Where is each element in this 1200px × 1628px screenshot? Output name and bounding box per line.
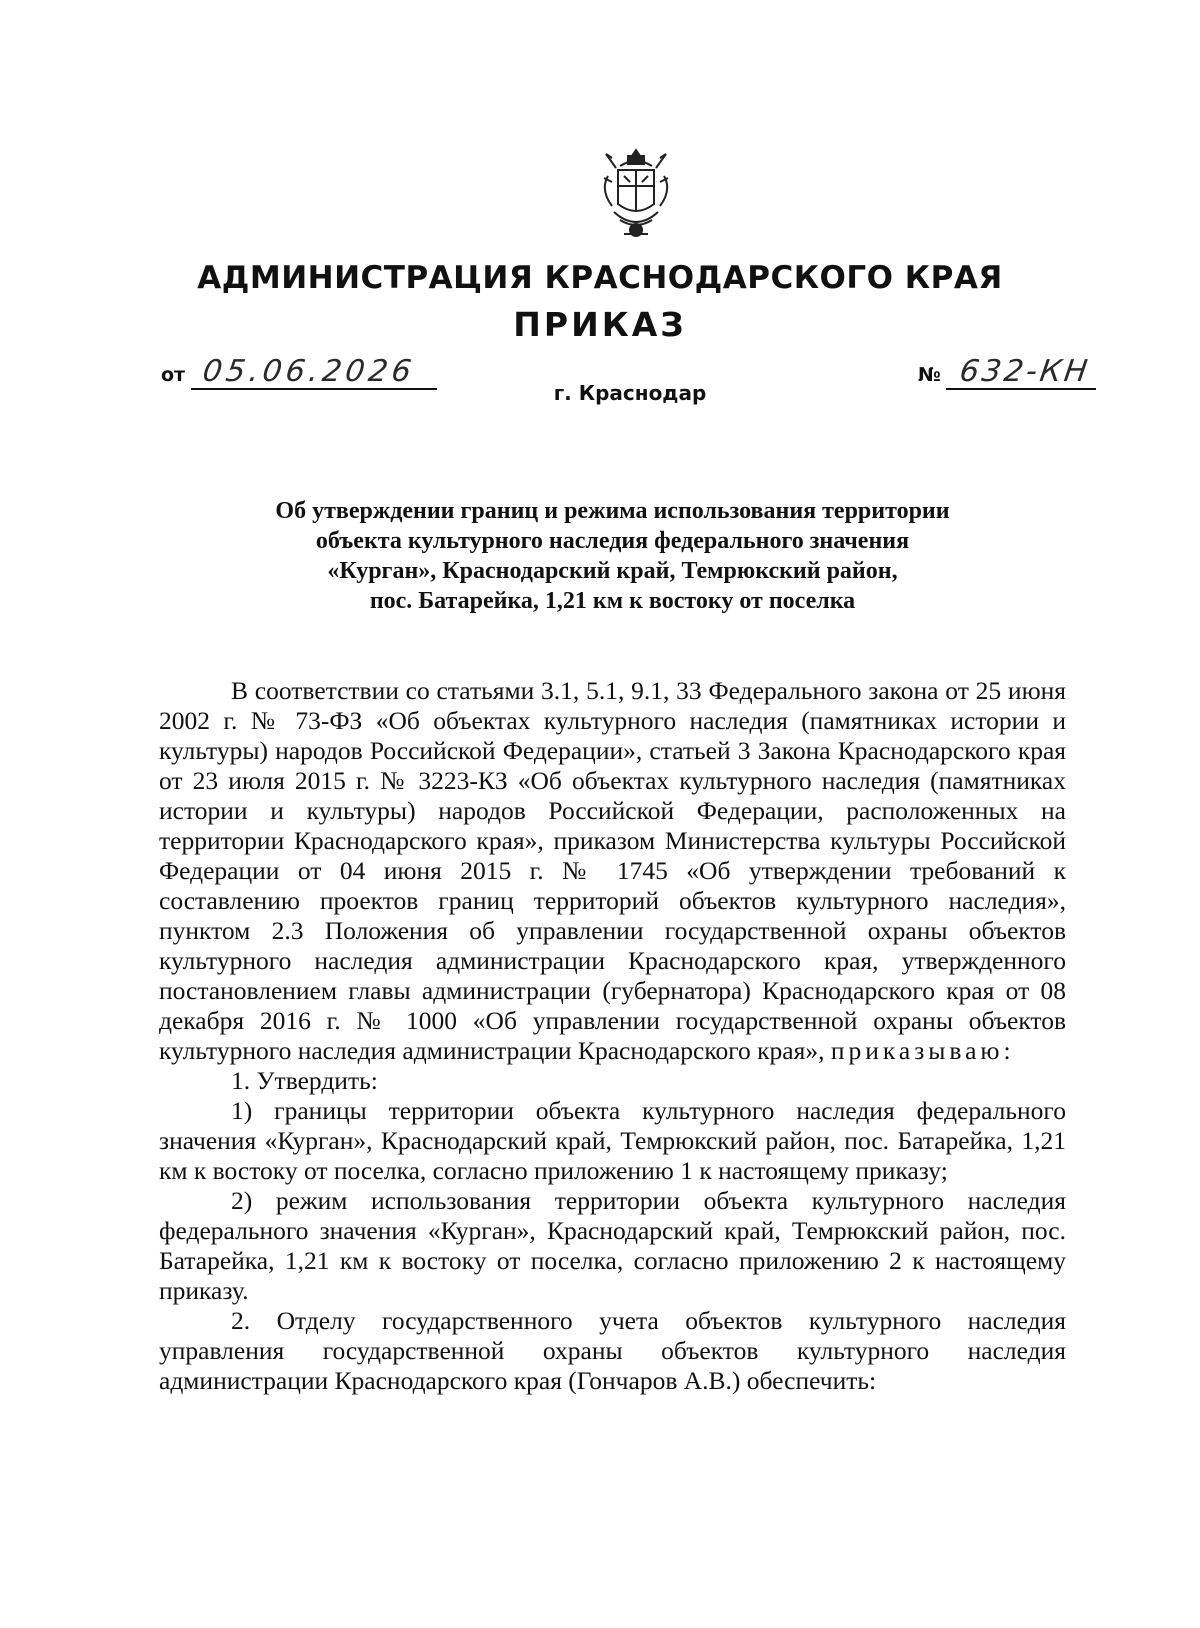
date-prefix: от bbox=[161, 364, 186, 386]
title-line: пос. Батарейка, 1,21 км к востоку от поселка bbox=[369, 588, 856, 614]
document-title bbox=[160, 496, 1065, 616]
number-prefix: № bbox=[918, 364, 941, 386]
item-2: 2. Отделу государственного учета объектов культурного наследия управления государственной охраны объектов культурного наследия администрации Краснодарского края (Гончаров А.В.) обеспечить: bbox=[159, 1306, 1066, 1395]
document-body bbox=[159, 676, 1066, 1396]
item-1-2: 2) режим использования территории объекта культурного наследия федерального значения «Курган», Краснодарский край, Темрюкский район, пос. Батарейка, 1,21 км к востоку от поселка, согласно приложению 2 к настоящему приказу. bbox=[159, 1186, 1066, 1305]
krasnodar-coat-of-arms-icon bbox=[594, 146, 678, 242]
organization-name: АДМИНИСТРАЦИЯ КРАСНОДАРСКОГО КРАЯ bbox=[197, 260, 1003, 296]
title-line: Об утверждении границ и режима использования территории bbox=[275, 498, 950, 524]
command-text: приказываю: bbox=[830, 1036, 1015, 1065]
preamble-paragraph bbox=[159, 676, 1066, 1066]
title-line: «Курган», Краснодарский край, Темрюкский район, bbox=[327, 558, 898, 584]
handwritten-date: 05.06.2026 bbox=[200, 354, 418, 389]
title-line: объекта культурного наследия федерального значения bbox=[315, 528, 910, 554]
handwritten-number: 632-КН bbox=[957, 354, 1093, 389]
item-1: 1. Утвердить: bbox=[231, 1066, 378, 1095]
item-1-1: 1) границы территории объекта культурного наследия федерального значения «Курган», Краснодарский край, Темрюкский район, пос. Батарейка, 1,21 км к востоку от поселка, согласно приложению 1 к настоящему приказу; bbox=[159, 1096, 1066, 1185]
document-type: ПРИКАЗ bbox=[513, 305, 687, 344]
city: г. Краснодар bbox=[553, 381, 707, 405]
preamble-text: В соответствии со статьями 3.1, 5.1, 9.1, 33 Федерального закона от 25 июня 2002 г. № 73-ФЗ «Об объектах культурного наследия (памятниках истории и культуры) народов Российской Федерации», статьей 3 Закона Краснодарского края от 23 июля 2015 г. № 3223-КЗ «Об объектах культурного наследия (памятниках истории и культуры) народов Российской Федерации, расположенных на территории Краснодарского края», приказом Министерства культуры Российской Федерации от 04 июня 2015 г. № 1745 «Об утверждении требований к составлению проектов границ территорий объектов культурного наследия», пунктом 2.3 Положения об управлении государственной охраны объектов культурного наследия администрации Краснодарского края, утвержденного постановлением главы администрации (губернатора) Краснодарского края от 08 декабря 2016 г. № 1000 «Об управлении государственной охраны объектов культурного наследия администрации Краснодарского края», bbox=[159, 676, 1066, 1065]
